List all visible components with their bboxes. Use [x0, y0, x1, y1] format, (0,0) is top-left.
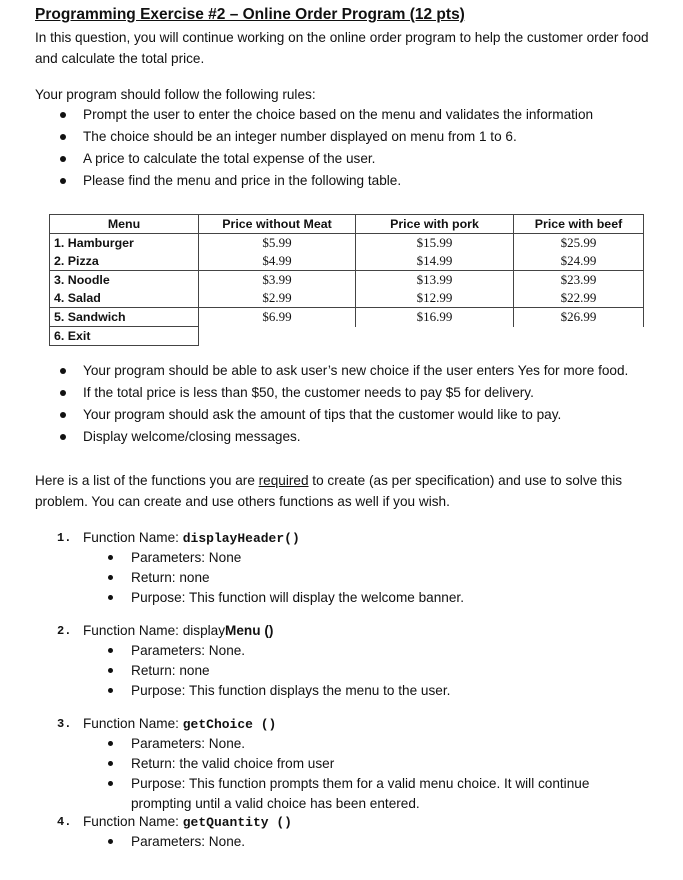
bullet-icon	[60, 368, 66, 374]
bullet-icon	[108, 781, 113, 786]
function-name: getQuantity ()	[182, 815, 292, 830]
list-item: Return: the valid choice from user	[131, 754, 651, 774]
list-item: The choice should be an integer number displayed on menu from 1 to 6.	[83, 126, 593, 148]
list-item: Your program should be able to ask user’s new choice if the user enters Yes for more food.	[83, 360, 628, 382]
column-header: Price with pork	[356, 215, 514, 234]
table-header-row	[50, 215, 644, 234]
bullet-icon	[60, 134, 66, 140]
bullet-icon	[108, 595, 113, 600]
table-row: 4. Salad $2.99 $12.99 $22.99	[50, 289, 644, 308]
list-item: Return: none	[131, 568, 464, 588]
menu-price-table	[49, 214, 644, 346]
bullet-icon	[108, 688, 113, 693]
bullet-icon	[60, 434, 66, 440]
required-word: required	[258, 473, 309, 488]
intro-paragraph: In this question, you will continue working on the online order program to help the customer order food and calculate the total price.	[35, 30, 649, 66]
column-header: Price without Meat	[199, 215, 356, 234]
list-item: Parameters: None	[131, 548, 464, 568]
function-spec-2: 2. Function Name: displayMenu () Parameters: None. Return: none Purpose: This function displays the menu to the user.	[57, 621, 450, 701]
rules-lead: Your program should follow the following rules:	[35, 87, 316, 102]
bullet-icon	[108, 668, 113, 673]
list-item: Display welcome/closing messages.	[83, 426, 628, 448]
bullet-icon	[108, 575, 113, 580]
bullet-icon	[108, 761, 113, 766]
function-name: Menu ()	[225, 623, 274, 638]
column-header: Menu	[50, 215, 199, 234]
function-spec-4: 4. Function Name: getQuantity () Parameters: None.	[57, 812, 245, 852]
list-item: Prompt the user to enter the choice based on the menu and validates the information	[83, 104, 593, 126]
column-header: Price with beef	[514, 215, 644, 234]
function-spec-1: 1. Function Name: displayHeader() Parameters: None Return: none Purpose: This function will display the welcome banner.	[57, 528, 464, 608]
page-title: Programming Exercise #2 – Online Order Program (12 pts)	[35, 6, 465, 23]
table-row: 1. Hamburger $5.99 $15.99 $25.99	[50, 234, 644, 253]
function-spec-3: 3. Function Name: getChoice () Parameters: None. Return: the valid choice from user Purpose: This function prompts them for a valid menu choice. It will continue prompting until a valid choice has been entered.	[57, 714, 651, 814]
bullet-icon	[60, 112, 66, 118]
list-item: Purpose: This function displays the menu to the user.	[131, 681, 450, 701]
bullet-icon	[60, 178, 66, 184]
rules-list-2	[83, 360, 628, 448]
function-name: displayHeader()	[182, 531, 300, 546]
table-row: 2. Pizza $4.99 $14.99 $24.99	[50, 252, 644, 271]
list-item: Parameters: None.	[131, 641, 450, 661]
bullet-icon	[60, 156, 66, 162]
bullet-icon	[108, 555, 113, 560]
list-item: A price to calculate the total expense of the user.	[83, 148, 593, 170]
list-item: If the total price is less than $50, the customer needs to pay $5 for delivery.	[83, 382, 628, 404]
bullet-icon	[108, 648, 113, 653]
functions-intro: Here is a list of the functions you are required to create (as per specification) and use to solve this problem. You can create and use others functions as well if you wish.	[35, 473, 623, 509]
bullet-icon	[108, 839, 113, 844]
list-item: Parameters: None.	[131, 832, 245, 852]
list-item: Please find the menu and price in the following table.	[83, 170, 593, 192]
list-item: Return: none	[131, 661, 450, 681]
function-name: getChoice ()	[182, 717, 277, 732]
list-item: Your program should ask the amount of tips that the customer would like to pay.	[83, 404, 628, 426]
list-item: Purpose: This function prompts them for a valid menu choice. It will continue prompting until a valid choice has been entered.	[131, 774, 651, 814]
table-row: 3. Noodle $3.99 $13.99 $23.99	[50, 271, 644, 290]
bullet-icon	[108, 741, 113, 746]
table-row: 6. Exit	[50, 327, 644, 346]
rules-list	[83, 104, 593, 192]
list-item: Purpose: This function will display the welcome banner.	[131, 588, 464, 608]
list-item: Parameters: None.	[131, 734, 651, 754]
table-row: 5. Sandwich $6.99 $16.99 $26.99	[50, 308, 644, 327]
bullet-icon	[60, 412, 66, 418]
bullet-icon	[60, 390, 66, 396]
